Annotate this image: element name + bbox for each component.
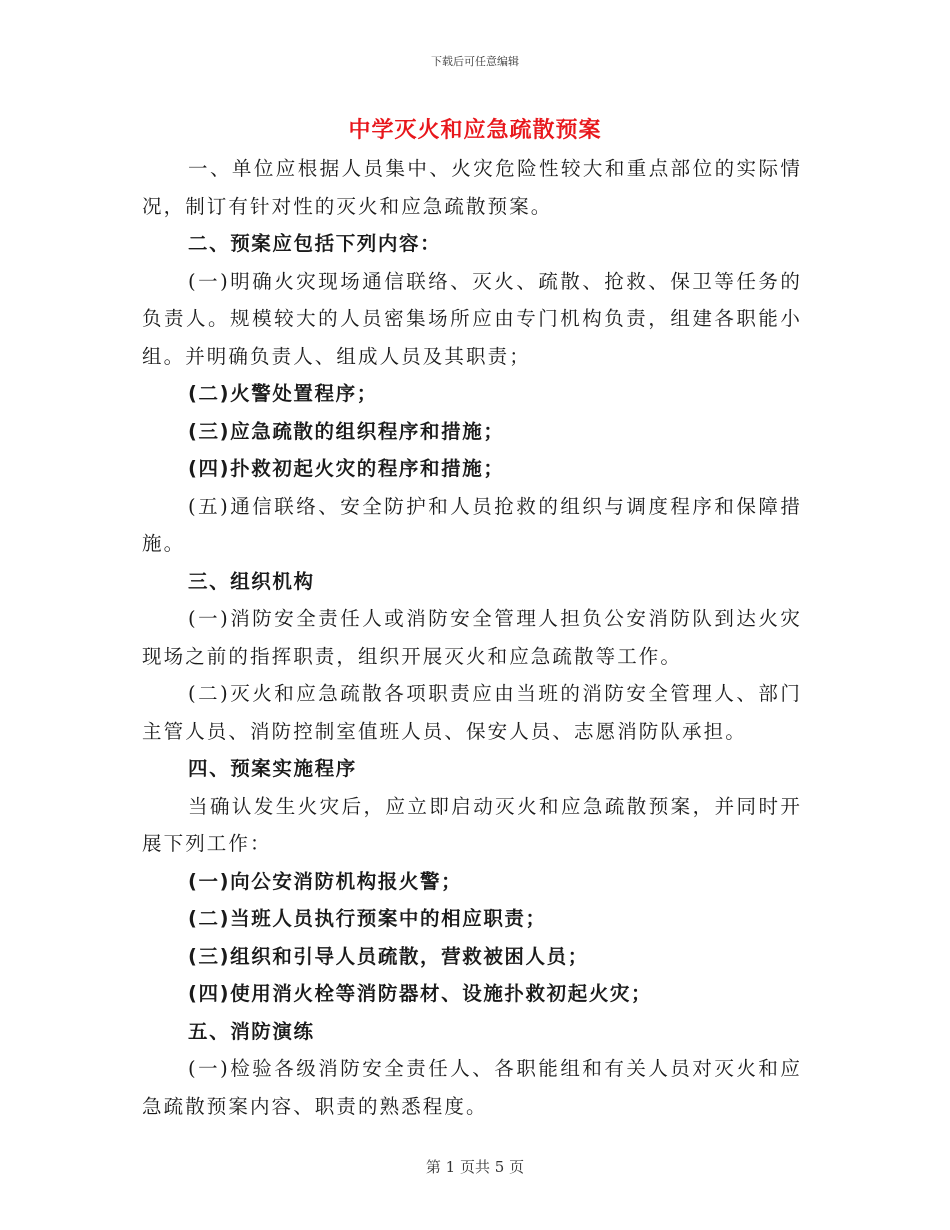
paragraph-text: 当确认发生火灾后，应立即启动灭火和应急疏散预案，并同时开展下列工作： [142, 794, 802, 855]
paragraph-item: (四)扑救初起火灾的程序和措施； [188, 457, 505, 480]
paragraph-item: (一)向公安消防机构报火警； [188, 869, 463, 893]
page-footer: 第 1 页共 5 页 [425, 1158, 525, 1176]
page-header: 下载后可任意编辑 [431, 55, 519, 68]
paragraph-item: (一)检验各级消防安全责任人、各职能组和有关人员对灭火和应急疏散预案内容、职责的熟悉程度。 [142, 1057, 802, 1118]
paragraph-item: (一)消防安全责任人或消防安全管理人担负公安消防队到达火灾现场之前的指挥职责，组织开展灭火和应急疏散等工作。 [142, 607, 802, 668]
heading-section-4: 四、预案实施程序 [188, 757, 357, 780]
paragraph-item: (五)通信联络、安全防护和人员抢救的组织与调度程序和保障措施。 [142, 494, 802, 555]
paragraph-item: (一)明确火灾现场通信联络、灭火、疏散、抢救、保卫等任务的负责人。规模较大的人员密集场所应由专门机构负责，组建各职能小组。并明确负责人、组成人员及其职责； [142, 269, 802, 368]
paragraph-item: (四)使用消火栓等消防器材、设施扑救初起火灾； [188, 982, 653, 1005]
document-body [142, 150, 802, 1125]
heading-section-3: 三、组织机构 [188, 569, 315, 593]
paragraph-item: (二)灭火和应急疏散各项职责应由当班的消防安全管理人、部门主管人员、消防控制室值班人员、保安人员、志愿消防队承担。 [142, 682, 802, 743]
paragraph-item: (二)当班人员执行预案中的相应职责； [188, 907, 547, 930]
paragraph-item: (三)应急疏散的组织程序和措施； [188, 419, 505, 443]
paragraph-item: (二)火警处置程序； [188, 382, 378, 405]
paragraph-item: (三)组织和引导人员疏散，营救被困人员； [188, 944, 589, 968]
heading-section-2: 二、预案应包括下列内容： [188, 232, 442, 255]
paragraph-section-1: 一、单位应根据人员集中、火灾危险性较大和重点部位的实际情况，制订有针对性的灭火和应急疏散预案。 [142, 157, 802, 218]
document-title: 中学灭火和应急疏散预案 [348, 118, 602, 143]
heading-section-5: 五、消防演练 [188, 1019, 315, 1043]
